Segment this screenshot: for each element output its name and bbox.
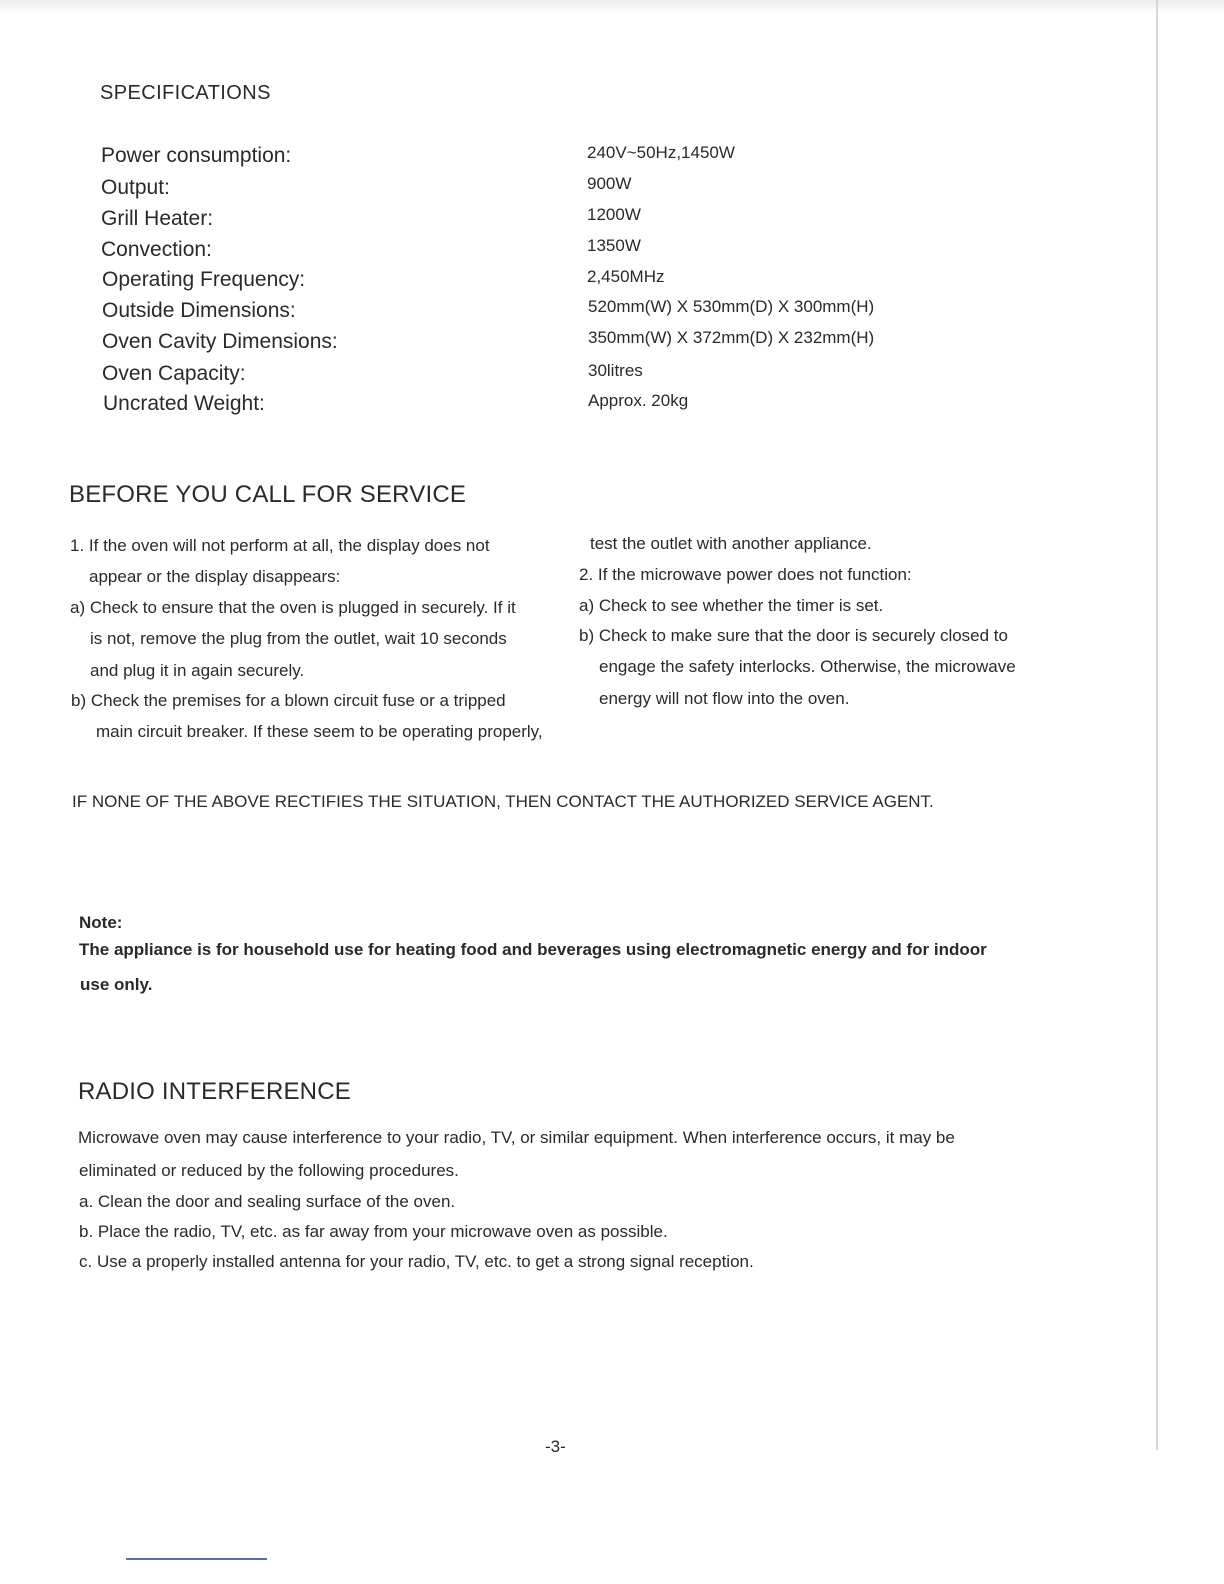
radio-text-line: eliminated or reduced by the following procedures. [79,1161,459,1180]
spec-label-outside-dimensions: Outside Dimensions: [102,299,296,322]
note-label: Note: [79,913,123,932]
scan-margin-line [1156,0,1158,1450]
service-left-line: main circuit breaker. If these seem to be operating properly, [96,722,543,741]
service-right-line: a) Check to see whether the timer is set. [579,596,884,615]
service-contact-text: IF NONE OF THE ABOVE RECTIFIES THE SITUATION, THEN CONTACT THE AUTHORIZED SERVICE AGENT. [72,792,934,811]
service-heading: BEFORE YOU CALL FOR SERVICE [69,481,467,508]
service-right-line: engage the safety interlocks. Otherwise, the microwave [599,657,1016,676]
bottom-rule [126,1558,267,1560]
spec-value-capacity: 30litres [588,361,643,380]
spec-value-weight: Approx. 20kg [588,391,689,410]
service-right-line: test the outlet with another appliance. [590,534,872,553]
spec-label-output: Output: [101,176,170,199]
spec-value-convection: 1350W [587,236,641,255]
service-left-line: a) Check to ensure that the oven is plugged in securely. If it [70,598,516,617]
spec-label-frequency: Operating Frequency: [102,268,306,291]
page-number: -3- [545,1437,566,1456]
spec-label-convection: Convection: [101,238,212,261]
spec-value-outside-dimensions: 520mm(W) X 530mm(D) X 300mm(H) [588,297,875,316]
service-right-line: energy will not flow into the oven. [599,689,850,708]
service-left-line: b) Check the premises for a blown circuit fuse or a tripped [71,691,506,710]
note-text-line: The appliance is for household use for heating food and beverages using electromagnetic energy and for indoor [79,940,987,959]
specifications-heading: SPECIFICATIONS [100,82,271,104]
radio-heading: RADIO INTERFERENCE [78,1078,351,1105]
radio-text-line: Microwave oven may cause interference to your radio, TV, or similar equipment. When interference occurs, it may be [78,1128,955,1147]
spec-value-frequency: 2,450MHz [587,267,665,286]
spec-label-power: Power consumption: [101,144,292,167]
radio-text-line: b. Place the radio, TV, etc. as far away from your microwave oven as possible. [79,1222,668,1241]
spec-label-weight: Uncrated Weight: [103,392,265,415]
spec-label-grill: Grill Heater: [101,207,214,230]
service-left-line: and plug it in again securely. [90,661,305,680]
service-right-line: b) Check to make sure that the door is securely closed to [579,626,1008,645]
spec-value-output: 900W [587,174,632,193]
spec-value-power: 240V~50Hz,1450W [587,143,735,162]
spec-label-cavity-dimensions: Oven Cavity Dimensions: [102,330,338,353]
spec-value-cavity-dimensions: 350mm(W) X 372mm(D) X 232mm(H) [588,328,875,347]
radio-text-line: c. Use a properly installed antenna for your radio, TV, etc. to get a strong signal reception. [79,1252,754,1271]
service-left-line: is not, remove the plug from the outlet, wait 10 seconds [90,629,507,648]
service-right-line: 2. If the microwave power does not function: [579,565,912,584]
spec-label-capacity: Oven Capacity: [102,362,246,385]
scan-edge [0,0,1224,14]
service-left-line: appear or the display disappears: [89,567,341,586]
spec-value-grill: 1200W [587,205,641,224]
service-left-line: 1. If the oven will not perform at all, the display does not [70,536,490,555]
note-text-line: use only. [80,975,153,994]
radio-text-line: a. Clean the door and sealing surface of the oven. [79,1192,456,1211]
